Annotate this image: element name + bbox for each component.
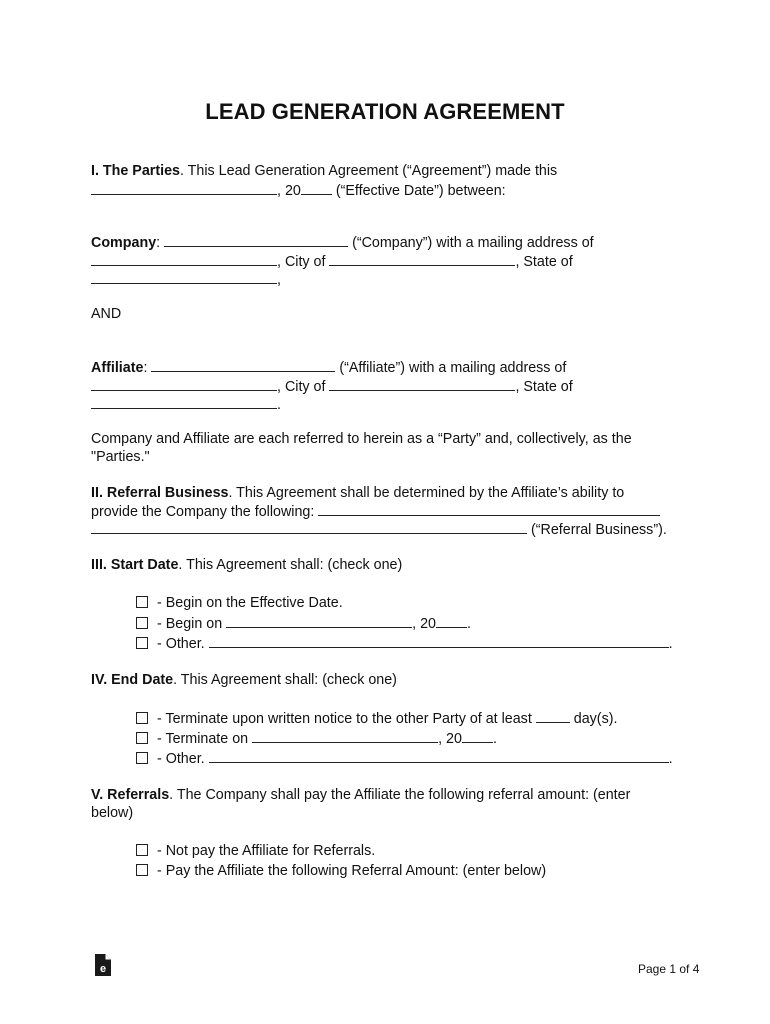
start-year-prefix: , 20 <box>412 616 436 632</box>
page-number: Page 1 of 4 <box>638 962 700 976</box>
end-date-text: . This Agreement shall: (check one) <box>173 672 397 688</box>
document-title: LEAD GENERATION AGREEMENT <box>205 99 565 124</box>
day-blank[interactable] <box>91 181 277 195</box>
eforms-logo-icon <box>94 953 112 977</box>
referrals-line-2: below) <box>91 805 134 821</box>
start-date-blank[interactable] <box>226 614 412 628</box>
company-line-2 <box>91 252 573 271</box>
referrals-text: . The Company shall pay the Affiliate the following referral amount: (enter <box>169 787 631 803</box>
company-state-blank[interactable] <box>91 270 277 284</box>
notice-days-blank[interactable] <box>536 709 570 723</box>
effective-date-text: (“Effective Date”) between: <box>331 183 506 199</box>
company-city-label: , City of <box>277 254 330 270</box>
company-line-1 <box>91 233 594 252</box>
parties-heading: I. The Parties <box>91 163 180 179</box>
referral-business-line-1 <box>91 484 624 502</box>
referrals-heading: V. Referrals <box>91 787 170 803</box>
affiliate-colon: : <box>143 360 152 376</box>
referrals-option-2-label: - Pay the Affiliate the following Referral Amount: (enter below) <box>153 863 547 879</box>
year-blank[interactable] <box>301 181 332 195</box>
start-option-2 <box>136 614 471 633</box>
company-address-blank[interactable] <box>91 252 277 266</box>
start-option-3 <box>136 634 673 653</box>
referral-business-blank-1[interactable] <box>318 502 660 516</box>
end-year-prefix: , 20 <box>438 731 462 747</box>
pay-amount-checkbox[interactable] <box>136 864 148 876</box>
parties-text: . This Lead Generation Agreement (“Agreement”) made this <box>180 163 558 179</box>
start-option-2-label: - Begin on <box>153 616 227 632</box>
company-line-3 <box>91 270 281 289</box>
affiliate-city-label: , City of <box>277 379 330 395</box>
end-option-3-end: . <box>668 751 673 767</box>
referral-business-end: (“Referral Business”). <box>527 522 667 538</box>
start-date-text: . This Agreement shall: (check one) <box>178 557 403 573</box>
company-text: (“Company”) with a mailing address of <box>348 235 594 251</box>
start-option-3-label: - Other. <box>153 636 209 652</box>
company-label: Company <box>91 235 157 251</box>
end-option-2-label: - Terminate on <box>153 731 253 747</box>
start-date-heading: III. Start Date <box>91 557 179 573</box>
not-pay-checkbox[interactable] <box>136 844 148 856</box>
referrals-line-1 <box>91 786 630 804</box>
start-option-3-end: . <box>668 636 673 652</box>
company-state-label: , State of <box>515 254 573 270</box>
parties-note-line-2: "Parties." <box>91 449 150 465</box>
affiliate-address-blank[interactable] <box>91 377 277 391</box>
referrals-option-2 <box>136 862 546 880</box>
year-prefix: , 20 <box>277 183 301 199</box>
end-date-blank[interactable] <box>252 729 438 743</box>
start-other-checkbox[interactable] <box>136 637 148 649</box>
referral-business-line-2 <box>91 502 660 521</box>
end-option-1 <box>136 709 617 728</box>
start-year-blank[interactable] <box>436 614 467 628</box>
end-notice-checkbox[interactable] <box>136 712 148 724</box>
company-city-blank[interactable] <box>329 252 515 266</box>
start-effective-checkbox[interactable] <box>136 596 148 608</box>
end-option-3 <box>136 749 673 768</box>
referral-business-text-2: provide the Company the following: <box>91 504 319 520</box>
affiliate-name-blank[interactable] <box>151 358 335 372</box>
start-on-date-checkbox[interactable] <box>136 617 148 629</box>
start-option-1 <box>136 594 343 612</box>
parties-line-2 <box>91 181 506 200</box>
start-date-line <box>91 556 402 574</box>
end-on-date-checkbox[interactable] <box>136 732 148 744</box>
end-year-blank[interactable] <box>462 729 493 743</box>
and-text: AND <box>91 306 122 322</box>
affiliate-line-3 <box>91 395 281 414</box>
company-line-end: , <box>277 272 281 288</box>
end-other-blank[interactable] <box>209 749 669 763</box>
end-option-1-label: - Terminate upon written notice to the other Party of at least <box>153 711 536 727</box>
end-date-line <box>91 671 397 689</box>
end-option-2 <box>136 729 497 748</box>
referrals-option-1 <box>136 842 375 860</box>
end-other-checkbox[interactable] <box>136 752 148 764</box>
affiliate-line-1 <box>91 358 566 377</box>
end-option-2-end: . <box>492 731 497 747</box>
referral-business-heading: II. Referral Business <box>91 485 229 501</box>
referral-business-blank-2[interactable] <box>91 520 527 534</box>
affiliate-city-blank[interactable] <box>329 377 515 391</box>
start-option-2-end: . <box>466 616 471 632</box>
end-date-heading: IV. End Date <box>91 672 174 688</box>
referral-business-line-3 <box>91 520 667 539</box>
parties-line-1 <box>91 162 557 180</box>
parties-note-line-1: Company and Affiliate are each referred to herein as a “Party” and, collectively, as the <box>91 431 632 447</box>
affiliate-label: Affiliate <box>91 360 144 376</box>
company-name-blank[interactable] <box>164 233 348 247</box>
referral-business-text: . This Agreement shall be determined by the Affiliate’s ability to <box>228 485 625 501</box>
svg-text:e: e <box>99 963 107 975</box>
start-option-1-label: - Begin on the Effective Date. <box>153 595 343 611</box>
affiliate-state-blank[interactable] <box>91 395 277 409</box>
affiliate-line-2 <box>91 377 573 396</box>
referrals-option-1-label: - Not pay the Affiliate for Referrals. <box>153 843 376 859</box>
affiliate-state-label: , State of <box>515 379 573 395</box>
affiliate-line-end: . <box>277 397 281 413</box>
affiliate-text: (“Affiliate”) with a mailing address of <box>335 360 567 376</box>
company-colon: : <box>156 235 165 251</box>
start-other-blank[interactable] <box>209 634 669 648</box>
end-option-1-end: day(s). <box>569 711 618 727</box>
end-option-3-label: - Other. <box>153 751 209 767</box>
